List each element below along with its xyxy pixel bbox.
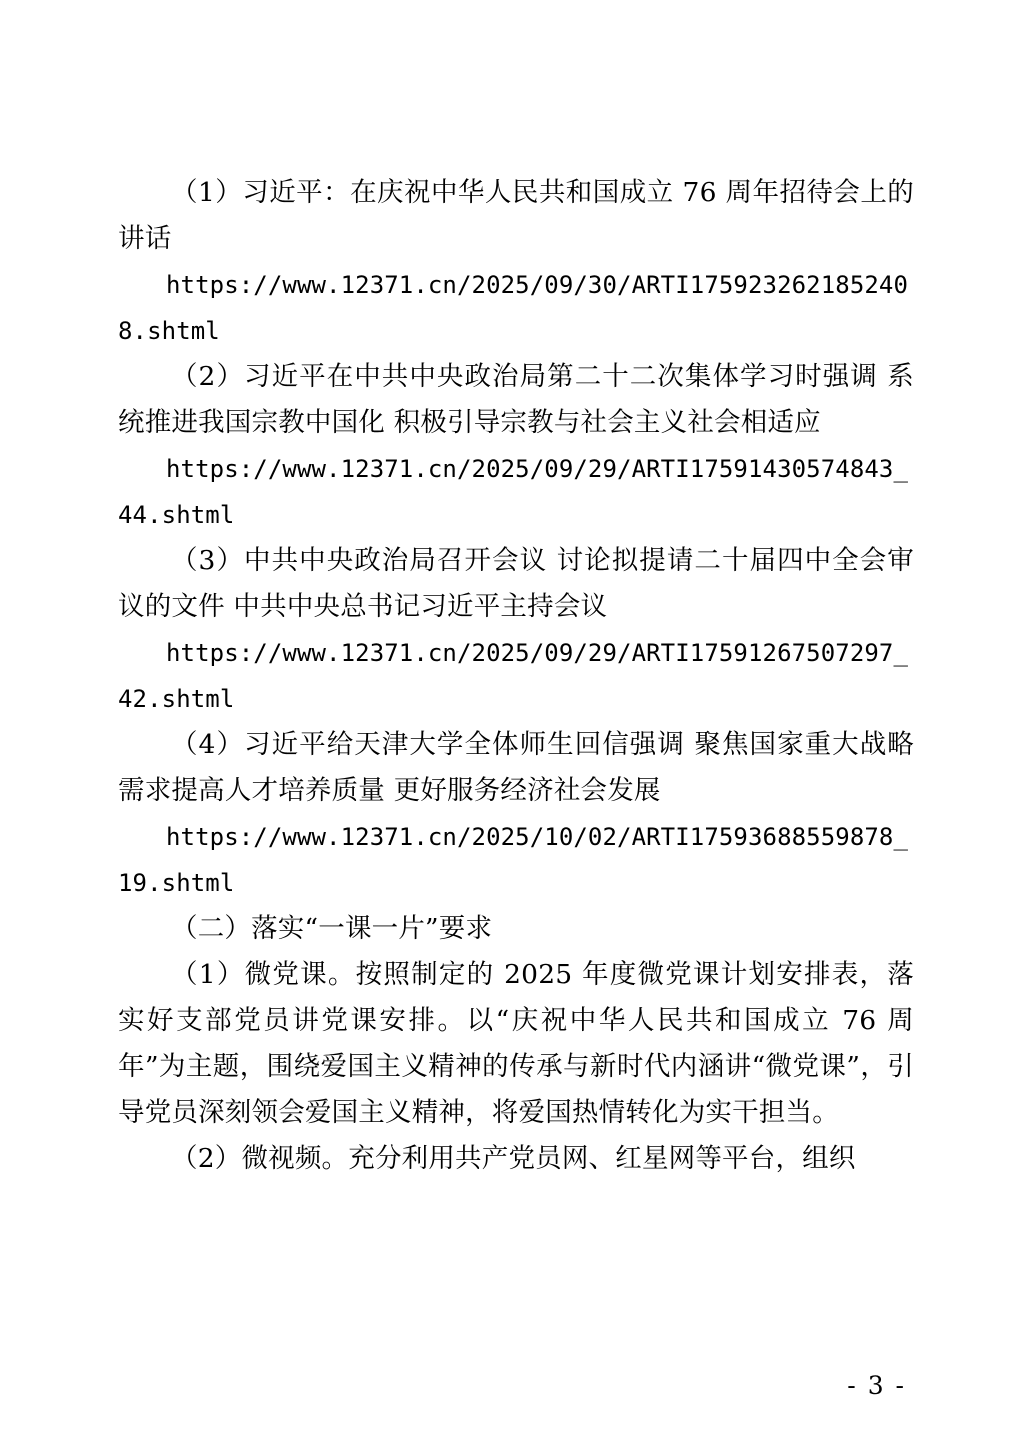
link-url-4[interactable]: https://www.12371.cn/2025/10/02/ARTI17593688559878_19.shtml [118,823,909,897]
paragraph-item-1: （1）习近平：在庆祝中华人民共和国成立 76 周年招待会上的讲话 [118,177,914,254]
paragraph-item-3: （3）中共中央政治局召开会议 讨论拟提请二十届四中全会审议的文件 中共中央总书记习近平主持会议 [118,545,914,622]
section-heading: （二）落实“一课一片”要求 [171,913,493,944]
paragraph-item-2: （2）习近平在中共中央政治局第二十二次集体学习时强调 系统推进我国宗教中国化 积极引导宗教与社会主义社会相适应 [118,361,914,438]
link-url-1[interactable]: https://www.12371.cn/2025/09/30/ARTI1759232621852408.shtml [118,271,909,345]
paragraph-micro-video: （2）微视频。充分利用共产党员网、红星网等平台，组织 [171,1143,856,1174]
link-url-2[interactable]: https://www.12371.cn/2025/09/29/ARTI17591430574843_44.shtml [118,455,909,529]
paragraph-item-4: （4）习近平给天津大学全体师生回信强调 聚焦国家重大战略需求提高人才培养质量 更好服务经济社会发展 [118,729,914,806]
paragraph-micro-lecture: （1）微党课。按照制定的 2025 年度微党课计划安排表，落实好支部党员讲党课安排。以“庆祝中华人民共和国成立 76 周年”为主题，围绕爱国主义精神的传承与新时代内涵讲“微党课”，引导党员深刻领会爱国主义精神，将爱国热情转化为实干担当。 [118,959,914,1128]
page-number: - 3 - [847,1371,906,1400]
link-url-3[interactable]: https://www.12371.cn/2025/09/29/ARTI17591267507297_42.shtml [118,639,909,713]
document-body [118,170,914,1182]
